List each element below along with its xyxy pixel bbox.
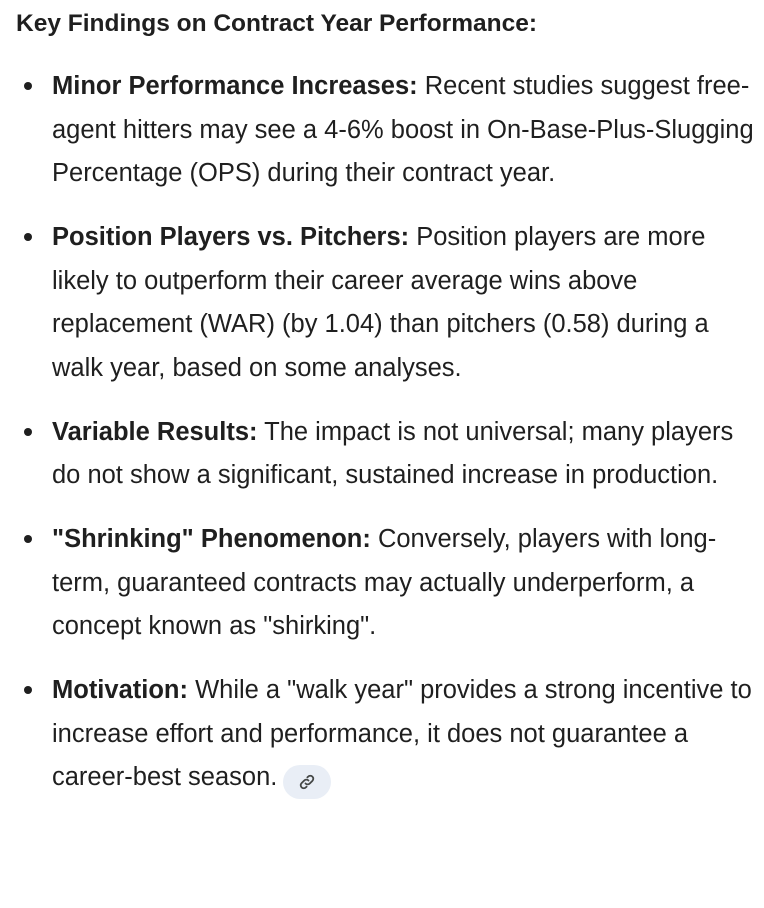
list-item (16, 669, 756, 800)
finding-term: Position Players vs. Pitchers: (52, 223, 410, 251)
finding-text: Position players are more likely to outperform their career average wins above replacement (WAR) (by 1.04) than pitchers (0.58) during a walk year, based on some analyses. (52, 223, 709, 382)
response-content (16, 6, 756, 820)
finding-term: Minor Performance Increases: (52, 72, 418, 100)
list-item (16, 411, 756, 498)
finding-term: Variable Results: (52, 417, 258, 446)
finding-text: Recent studies suggest free-agent hitters may see a 4-6% boost in On-Base-Plus-Slugging Percentage (OPS) during their contract year. (52, 72, 754, 187)
source-link-button[interactable] (283, 765, 331, 799)
findings-list (16, 65, 756, 800)
list-item (16, 65, 756, 196)
link-icon (298, 773, 316, 791)
finding-text: Conversely, players with long-term, guaranteed contracts may actually underperform, a concept known as "shirking". (52, 525, 717, 640)
finding-text: The impact is not universal; many players do not show a significant, sustained increase in production. (52, 417, 734, 489)
list-item (16, 216, 756, 390)
finding-term: Motivation: (52, 676, 188, 704)
section-heading: Key Findings on Contract Year Performance: (16, 10, 537, 37)
finding-text: While a "walk year" provides a strong incentive to increase effort and performance, it does not guarantee a career-best season. (52, 676, 752, 791)
finding-term: "Shrinking" Phenomenon: (52, 525, 371, 553)
list-item (16, 518, 756, 649)
